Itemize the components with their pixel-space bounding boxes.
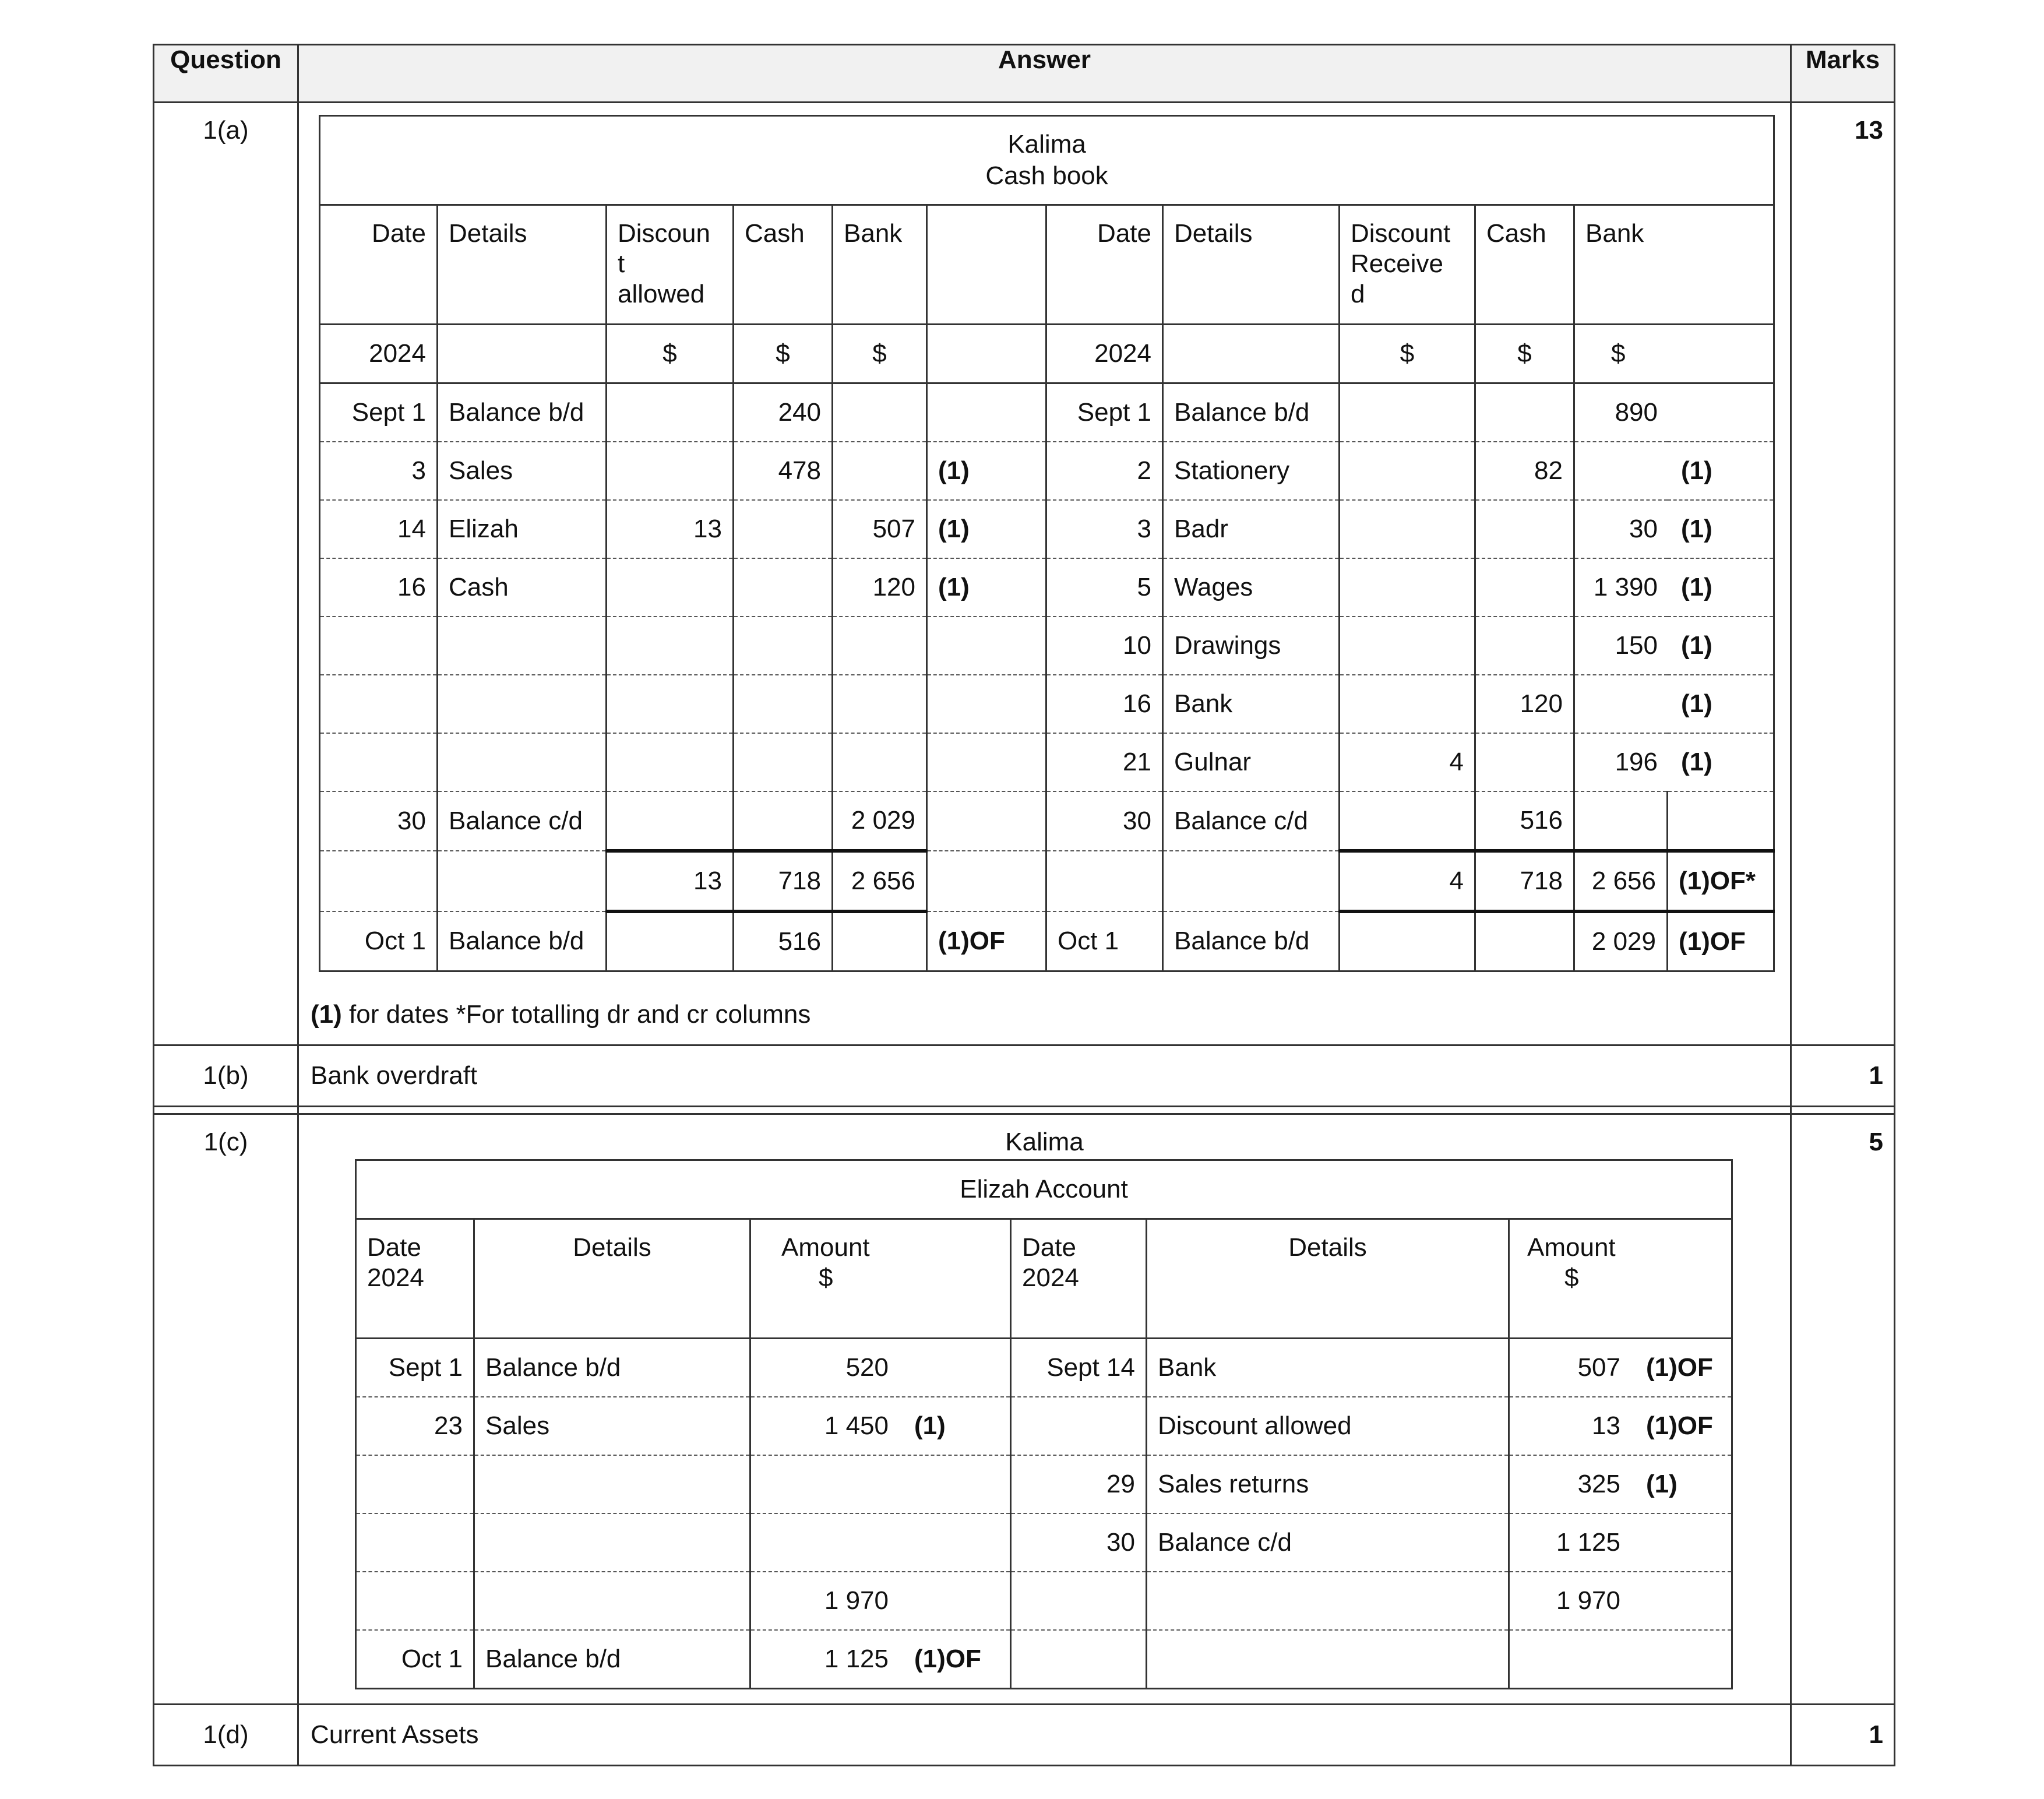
entry-discount: [607, 675, 734, 733]
mark-scheme-table: [153, 44, 1895, 1766]
entry-amount-cell: [750, 1339, 1011, 1397]
column-header-row: [320, 205, 1774, 325]
col-details: Details: [438, 205, 607, 325]
answer-header: Answer: [298, 45, 1791, 103]
entry-cash: 240: [734, 383, 833, 442]
note-text: for dates *For totalling dr and cr columns: [341, 1000, 811, 1029]
blank: [320, 851, 438, 911]
entry-mark: [927, 383, 1046, 442]
entry-amount-cell: [750, 1513, 1011, 1572]
balance-bd-row: [320, 911, 1774, 971]
answer-cell: [298, 103, 1791, 1045]
ledger-row: [320, 733, 1774, 791]
entry-date: [356, 1513, 474, 1572]
entry-date: 30: [320, 791, 438, 851]
entry-details: Discount allowed: [1147, 1397, 1509, 1455]
entry-bank: [1575, 689, 1658, 719]
entry-mark: (1): [927, 442, 1046, 500]
entry-amount-cell: [750, 1630, 1011, 1689]
entry-date: Oct 1: [1046, 911, 1163, 971]
entry-mark: (1)OF: [927, 911, 1046, 971]
total-bank: 2 656: [833, 851, 927, 911]
ledger-row: [356, 1455, 1732, 1513]
entry-details: [474, 1572, 750, 1630]
entry-mark: [927, 675, 1046, 733]
entry-date: [356, 1455, 474, 1513]
entry-date: 30: [1046, 791, 1163, 851]
account-title: Elizah Account: [356, 1160, 1732, 1219]
year: 2024: [1046, 325, 1163, 383]
entry-bank: 120: [833, 558, 927, 617]
col-bank: Bank: [833, 205, 927, 325]
entry-discount: [607, 383, 734, 442]
entry-amount: 1 125: [824, 1645, 889, 1673]
entry-bank-mark: [1574, 733, 1774, 791]
entry-date: [1011, 1397, 1147, 1455]
marks-value: 13: [1791, 103, 1895, 1045]
marks-value: 5: [1791, 1114, 1895, 1705]
entry-bank: 30: [1629, 515, 1658, 543]
entry-mark: (1)OF: [1646, 1411, 1713, 1440]
entry-cash: 120: [1475, 675, 1574, 733]
blank: [438, 851, 607, 911]
entry-cash: [1475, 733, 1574, 791]
question-row-1a: [154, 103, 1895, 1045]
entry-discount: [1340, 500, 1475, 558]
question-row-1d: [154, 1705, 1895, 1766]
entry-bank: [833, 442, 927, 500]
entry-mark: (1): [1646, 1470, 1678, 1498]
blank: [1340, 911, 1475, 971]
entry-amount: 1 970: [824, 1586, 889, 1615]
entry-date: [320, 733, 438, 791]
entry-bank-mark: [1574, 442, 1774, 500]
entry-discount: [1340, 617, 1475, 675]
blank: [1163, 851, 1340, 911]
col-details: Details: [474, 1219, 750, 1339]
entry-discount: [607, 442, 734, 500]
question-row-1c: [154, 1114, 1895, 1705]
entry-amount-cell: [750, 1572, 1011, 1630]
entry-cash: [1475, 558, 1574, 617]
currency: $: [607, 325, 734, 383]
entry-amount-cell: [750, 1397, 1011, 1455]
total-mark: [927, 851, 1046, 911]
entry-cash: [1475, 617, 1574, 675]
entry-details: Balance c/d: [1163, 791, 1340, 851]
entry-discount: 13: [607, 500, 734, 558]
entry-amount: 507: [1577, 1353, 1620, 1382]
entry-details: Badr: [1163, 500, 1340, 558]
entry-cash: [1475, 383, 1574, 442]
entry-details: Sales: [438, 442, 607, 500]
entry-details: [474, 1455, 750, 1513]
currency: $: [833, 325, 927, 383]
book-name: Cash book: [985, 161, 1108, 190]
entry-mark: (1)OF: [1646, 1353, 1713, 1382]
entry-discount: [1340, 383, 1475, 442]
entry-amount: 1 125: [1556, 1528, 1620, 1557]
entry-mark: [927, 617, 1046, 675]
answer-cell: [298, 1114, 1791, 1705]
entry-details: Balance b/d: [438, 383, 607, 442]
entry-cash: 478: [734, 442, 833, 500]
question-header: Question: [154, 45, 298, 103]
entry-mark: [1658, 398, 1681, 427]
entry-amount-cell: [1509, 1339, 1732, 1397]
entry-date: [320, 617, 438, 675]
entry-mark: [1620, 1586, 1646, 1615]
ledger-row: [356, 1513, 1732, 1572]
blank: [1475, 911, 1574, 971]
entry-bank: 1 390: [1593, 573, 1658, 601]
entry-details: Cash: [438, 558, 607, 617]
entry-bank: [833, 675, 927, 733]
ledger-row: [320, 675, 1774, 733]
entry-bank: [833, 733, 927, 791]
entry-date: Sept 14: [1011, 1339, 1147, 1397]
entry-bank: [833, 617, 927, 675]
total-cash: 718: [1475, 851, 1574, 911]
entry-bank-mark: [1574, 675, 1774, 733]
entry-date: [1011, 1630, 1147, 1689]
total-discount: 4: [1340, 851, 1475, 911]
entry-details: Wages: [1163, 558, 1340, 617]
marks-value: 1: [1791, 1705, 1895, 1766]
entry-amount: 1 970: [1556, 1586, 1620, 1615]
entry-details: Balance c/d: [1147, 1513, 1509, 1572]
entry-details: [438, 617, 607, 675]
entry-mark: (1): [1681, 689, 1712, 718]
currency: $: [1475, 325, 1574, 383]
col-discount-allowed: Discoun t allowed: [607, 205, 734, 325]
entry-date: Sept 1: [356, 1339, 474, 1397]
entry-amount-cell: [1509, 1630, 1732, 1689]
year-currency-row: [320, 325, 1774, 383]
entry-date: Oct 1: [320, 911, 438, 971]
entry-cash: 516: [734, 911, 833, 971]
ledger-row: [320, 791, 1774, 851]
entry-details: Drawings: [1163, 617, 1340, 675]
entry-bank: 507: [833, 500, 927, 558]
entry-bank: [833, 383, 927, 442]
entry-bank-mark: [1574, 558, 1774, 617]
entry-discount: [607, 617, 734, 675]
entry-bank-mark: [1574, 500, 1774, 558]
currency: $: [734, 325, 833, 383]
marking-note: [299, 972, 1790, 1044]
col-details-cr: Details: [1163, 205, 1340, 325]
entry-discount: [607, 791, 734, 851]
entry-details: Balance b/d: [1163, 911, 1340, 971]
entry-mark: (1): [927, 558, 1046, 617]
entry-details: Bank: [1147, 1339, 1509, 1397]
entry-date: 10: [1046, 617, 1163, 675]
col-discount-received: Discount Receive d: [1340, 205, 1475, 325]
currency: $: [1340, 325, 1475, 383]
entry-cash: [734, 558, 833, 617]
entry-discount: [607, 558, 734, 617]
entry-bank-mark: [1574, 383, 1774, 442]
entry-amount-cell: [1509, 1572, 1732, 1630]
blank: [1046, 851, 1163, 911]
entry-mark: (1): [914, 1411, 946, 1440]
entry-bank: [1575, 456, 1658, 485]
col-date-cr: Date 2024: [1011, 1219, 1147, 1339]
blank: [607, 911, 734, 971]
entry-cash: [734, 675, 833, 733]
ledger-row: [320, 617, 1774, 675]
entry-bank: 2 029: [833, 791, 927, 851]
total-cash: 718: [734, 851, 833, 911]
ledger-row: [356, 1630, 1732, 1689]
entry-details: Elizah: [438, 500, 607, 558]
entry-details: Balance b/d: [1163, 383, 1340, 442]
entry-amount: 520: [845, 1353, 889, 1382]
entry-amount-cell: [750, 1455, 1011, 1513]
entry-date: 29: [1011, 1455, 1147, 1513]
entry-amount-cell: [1509, 1513, 1732, 1572]
separator-row: [154, 1107, 1895, 1114]
cash-book-table: [319, 115, 1775, 972]
marks-value: 1: [1791, 1045, 1895, 1107]
currency: $: [1574, 325, 1774, 383]
business-name: Kalima: [1007, 130, 1086, 159]
ledger-row: [320, 383, 1774, 442]
entry-amount-cell: [1509, 1397, 1732, 1455]
entry-date: Sept 1: [320, 383, 438, 442]
entry-amount: 1 450: [824, 1411, 889, 1440]
entry-discount: [1340, 558, 1475, 617]
entry-amount-cell: [1509, 1455, 1732, 1513]
entry-mark: (1): [927, 500, 1046, 558]
entry-mark: (1): [1681, 456, 1712, 485]
entry-date: 5: [1046, 558, 1163, 617]
entry-bank: 150: [1615, 631, 1658, 660]
question-number: 1(a): [154, 103, 298, 1045]
total-bank: 2 656: [1574, 851, 1668, 911]
col-date: Date: [320, 205, 438, 325]
col-amount-cr: Amount $: [1509, 1219, 1732, 1339]
entry-bank: [1574, 791, 1668, 851]
marks-header: Marks: [1791, 45, 1895, 103]
entry-bank: 2 029: [1574, 911, 1668, 971]
entry-mark: [1668, 791, 1774, 851]
question-number: 1(c): [154, 1114, 298, 1705]
entry-date: 3: [1046, 500, 1163, 558]
question-number: 1(d): [154, 1705, 298, 1766]
entry-cash: [734, 733, 833, 791]
entry-discount: [1340, 791, 1475, 851]
entry-date: [356, 1572, 474, 1630]
entry-date: 16: [1046, 675, 1163, 733]
account-heading: Kalima: [1005, 1128, 1084, 1156]
entry-cash: [734, 617, 833, 675]
col-date: Date 2024: [356, 1219, 474, 1339]
ledger-row: [320, 558, 1774, 617]
entry-date: Oct 1: [356, 1630, 474, 1689]
total-mark: (1)OF*: [1668, 851, 1774, 911]
entry-bank-mark: [1574, 617, 1774, 675]
col-mark: [927, 205, 1046, 325]
column-header-row: [356, 1219, 1732, 1339]
entry-details: [1147, 1572, 1509, 1630]
entry-mark: [889, 1586, 914, 1615]
ledger-row: [356, 1397, 1732, 1455]
question-number: 1(b): [154, 1045, 298, 1107]
entry-mark: (1)OF: [914, 1645, 981, 1673]
total-discount: 13: [607, 851, 734, 911]
entry-discount: [1340, 675, 1475, 733]
entry-bank: 196: [1615, 748, 1658, 776]
entry-cash: [1475, 500, 1574, 558]
entry-mark: [889, 1353, 914, 1382]
elizah-account-table: [355, 1159, 1733, 1689]
entry-cash: [734, 791, 833, 851]
entry-date: 2: [1046, 442, 1163, 500]
entry-date: [320, 675, 438, 733]
col-cash: Cash: [734, 205, 833, 325]
question-row-1b: [154, 1045, 1895, 1107]
entry-details: Bank: [1163, 675, 1340, 733]
col-date-cr: Date: [1046, 205, 1163, 325]
entry-mark: (1): [1681, 631, 1712, 660]
entry-details: Balance b/d: [438, 911, 607, 971]
entry-details: [474, 1513, 750, 1572]
entry-date: 23: [356, 1397, 474, 1455]
entry-details: Gulnar: [1163, 733, 1340, 791]
note-mark: (1): [311, 1000, 342, 1029]
entry-amount: 13: [1592, 1411, 1620, 1440]
entry-details: [438, 675, 607, 733]
blank: [833, 911, 927, 971]
entry-mark: [1620, 1528, 1646, 1557]
entry-mark: (1)OF: [1668, 911, 1774, 971]
ledger-row: [320, 500, 1774, 558]
answer-cell: Bank overdraft: [298, 1045, 1791, 1107]
entry-date: 30: [1011, 1513, 1147, 1572]
entry-mark: (1): [1681, 515, 1712, 543]
entry-details: [438, 733, 607, 791]
col-amount: Amount $: [750, 1219, 1011, 1339]
entry-details: [1147, 1630, 1509, 1689]
entry-date: Sept 1: [1046, 383, 1163, 442]
entry-bank: 890: [1615, 398, 1658, 427]
entry-mark: [927, 791, 1046, 851]
entry-details: Balance c/d: [438, 791, 607, 851]
entry-date: 14: [320, 500, 438, 558]
ledger-row: [356, 1339, 1732, 1397]
entry-cash: [734, 500, 833, 558]
header-row: [154, 45, 1895, 103]
entry-mark: [927, 733, 1046, 791]
entry-details: Sales: [474, 1397, 750, 1455]
col-details-cr: Details: [1147, 1219, 1509, 1339]
answer-cell: Current Assets: [298, 1705, 1791, 1766]
entry-mark: (1): [1681, 573, 1712, 601]
year: 2024: [320, 325, 438, 383]
entry-cash: 82: [1475, 442, 1574, 500]
ledger-row: [356, 1572, 1732, 1630]
totals-row: [320, 851, 1774, 911]
entry-date: 16: [320, 558, 438, 617]
entry-date: 3: [320, 442, 438, 500]
entry-discount: [1340, 442, 1475, 500]
col-bank-cr: Bank: [1574, 205, 1774, 325]
ledger-row: [320, 442, 1774, 500]
entry-date: [1011, 1572, 1147, 1630]
col-cash-cr: Cash: [1475, 205, 1574, 325]
cash-book-title: [320, 116, 1774, 205]
entry-mark: (1): [1681, 748, 1712, 776]
entry-date: 21: [1046, 733, 1163, 791]
entry-details: Sales returns: [1147, 1455, 1509, 1513]
entry-details: Balance b/d: [474, 1630, 750, 1689]
entry-discount: [607, 733, 734, 791]
entry-details: Balance b/d: [474, 1339, 750, 1397]
entry-details: Stationery: [1163, 442, 1340, 500]
entry-cash: 516: [1475, 791, 1574, 851]
entry-amount: 325: [1577, 1470, 1620, 1498]
entry-discount: 4: [1340, 733, 1475, 791]
